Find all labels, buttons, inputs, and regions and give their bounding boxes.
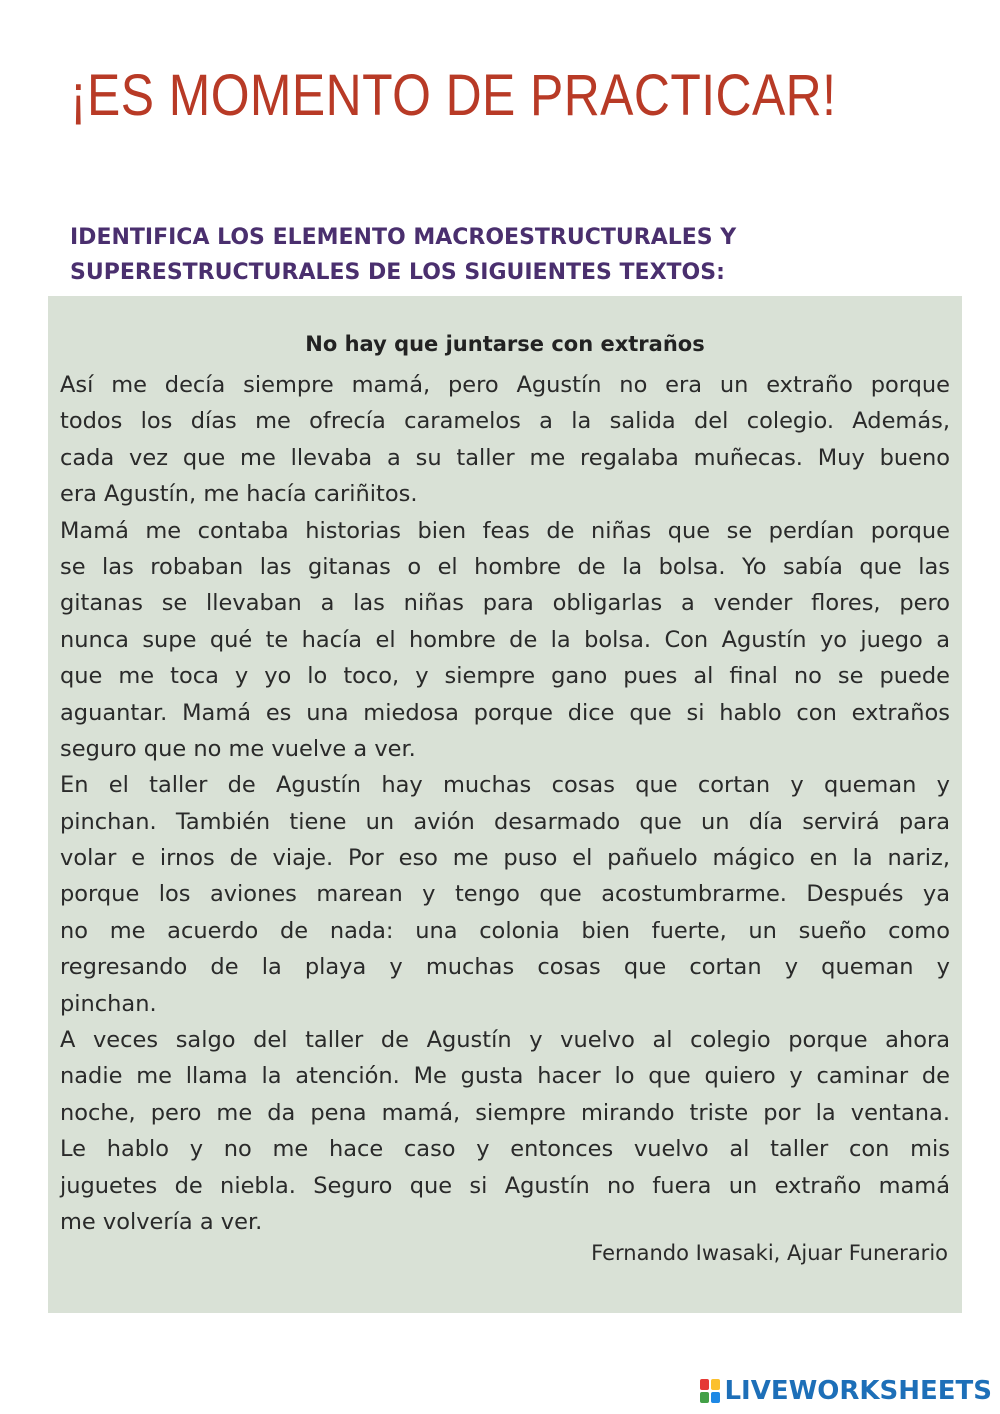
- story-line: no me acuerdo de nada: una colonia bien fuerte, un sueño como: [60, 917, 950, 944]
- story-line: pinchan.: [60, 990, 157, 1017]
- brand-name: LIVEWORKSHEETS: [724, 1376, 992, 1406]
- story-title: No hay que juntarse con extraños: [305, 332, 705, 356]
- liveworksheets-logo-icon: [700, 1379, 720, 1403]
- story-line: nadie me llama la atención. Me gusta hacer lo que quiero y caminar de: [60, 1063, 950, 1090]
- story-line: regresando de la playa y muchas cosas que cortan y queman y: [60, 954, 950, 981]
- story-line: seguro que no me vuelve a ver.: [60, 735, 416, 762]
- story-line: A veces salgo del taller de Agustín y vuelvo al colegio porque ahora: [60, 1027, 950, 1054]
- story-text: [60, 367, 950, 1240]
- story-line: En el taller de Agustín hay muchas cosas que cortan y queman y: [60, 772, 950, 799]
- story-line: me volvería a ver.: [60, 1208, 263, 1235]
- story-line: era Agustín, me hacía cariñitos.: [60, 481, 418, 508]
- story-line: porque los aviones marean y tengo que acostumbrarme. Después ya: [60, 881, 950, 908]
- story-line: noche, pero me da pena mamá, siempre mirando triste por la ventana.: [60, 1099, 950, 1126]
- story-box: [48, 296, 962, 1313]
- story-line: juguetes de niebla. Seguro que si Agustín no fuera un extraño mamá: [60, 1172, 950, 1199]
- story-line: Así me decía siempre mamá, pero Agustín no era un extraño porque: [60, 372, 950, 398]
- story-line: Le hablo y no me hace caso y entonces vuelvo al taller con mis: [60, 1136, 950, 1163]
- story-line: cada vez que me llevaba a su taller me regalaba muñecas. Muy bueno: [60, 444, 950, 471]
- story-line: gitanas se llevaban a las niñas para obligarlas a vender flores, pero: [60, 590, 950, 617]
- story-line: se las robaban las gitanas o el hombre de la bolsa. Yo sabía que las: [60, 553, 950, 580]
- story-author: Fernando Iwasaki, Ajuar Funerario: [591, 1241, 948, 1265]
- brand-footer[interactable]: [700, 1376, 992, 1406]
- story-line: que me toca y yo lo toco, y siempre gano pues al final no se puede: [60, 663, 950, 690]
- page-title: ¡ES MOMENTO DE PRACTICAR!: [70, 63, 837, 128]
- instructions-line: SUPERESTRUCTURALES DE LOS SIGUIENTES TEXTOS:: [70, 260, 725, 285]
- instructions-line: IDENTIFICA LOS ELEMENTO MACROESTRUCTURALES Y: [70, 225, 737, 250]
- story-line: nunca supe qué te hacía el hombre de la bolsa. Con Agustín yo juego a: [60, 626, 950, 653]
- story-line: Mamá me contaba historias bien feas de niñas que se perdían porque: [60, 517, 950, 544]
- instructions: [70, 220, 970, 290]
- story-line: todos los días me ofrecía caramelos a la salida del colegio. Además,: [60, 408, 950, 435]
- story-line: aguantar. Mamá es una miedosa porque dice que si hablo con extraños: [60, 699, 950, 726]
- story-line: volar e irnos de viaje. Por eso me puso el pañuelo mágico en la nariz,: [60, 845, 950, 872]
- story-line: pinchan. También tiene un avión desarmado que un día servirá para: [60, 808, 950, 835]
